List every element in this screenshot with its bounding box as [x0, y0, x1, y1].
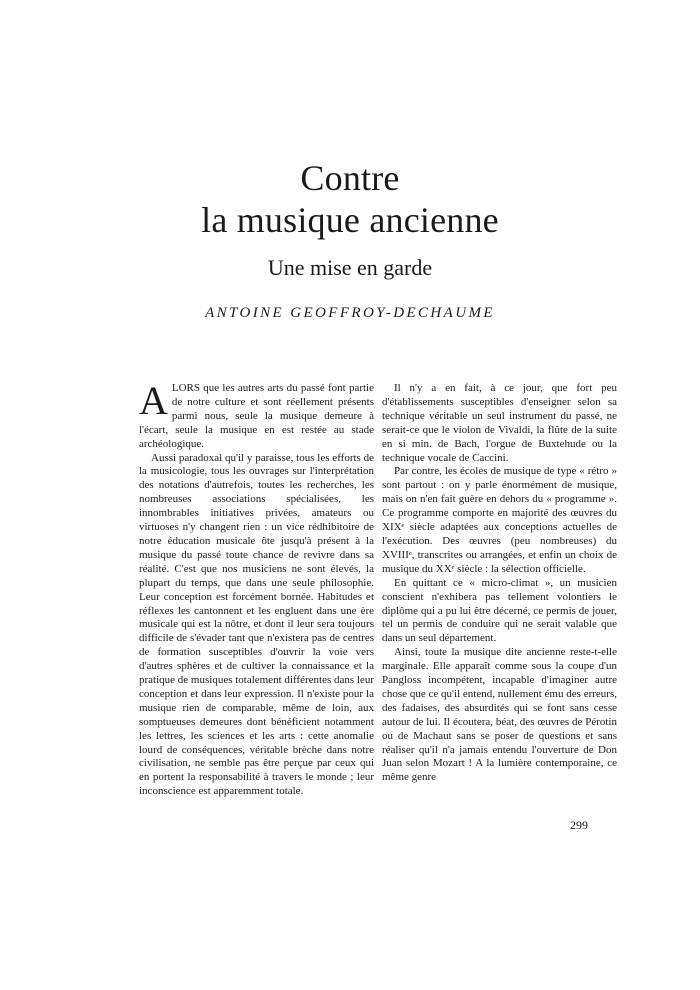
right-column	[382, 382, 617, 785]
left-column	[139, 378, 375, 799]
article-author: ANTOINE GEOFFROY-DECHAUME	[205, 305, 495, 321]
title-line-1: Contre	[300, 158, 400, 198]
paragraph-text: que les autres arts du passé font partie de notre culture et sont réellement présents parmi nous, seule la musique demeure à l'écart, seule la musique en est restée au stade archéologique.	[139, 382, 374, 450]
paragraph: Ainsi, toute la musique dite ancienne reste-t-elle marginale. Elle apparaît comme sous la coupe d'un Pangloss incompétent, incapable d'imaginer autre chose que ce qu'il entend, nullement ému des erreurs, des fadaises, des absurdités qui se font sans cesse autour de lui. Il écoutera, béat, des œuvres de Pérotin ou de Machaut sans se poser de questions et sans réaliser qu'il n'a jamais entendu l'ouverture de Don Juan selon Mozart ! A la lumière contemporaine, ce même genre	[382, 646, 617, 784]
title-line-2: la musique ancienne	[201, 200, 499, 240]
paragraph: Par contre, les écoles de musique de type « rétro » sont partout : on y parle énormément de musique, mais on n'en fait guère en dehors du « programme ». Ce programme comporte en majorité des œuvres du XIXᵉ siècle adaptées aux conceptions actuelles de l'exécution. Des œuvres (peu nombreuses) du XVIIIᵉ, transcrites ou arrangées, et enfin un choix de musique du XXᵉ siècle : la sélection officielle.	[382, 465, 617, 575]
article-subtitle: Une mise en garde	[267, 255, 433, 280]
first-word: LORS	[171, 382, 201, 394]
page-number: 299	[570, 818, 588, 832]
paragraph: Aussi paradoxal qu'il y paraisse, tous les efforts de la musicologie, tous les ouvrages sur l'interprétation des notations d'autrefois, toutes les recherches, les nombreuses associations spécialisées, les innombrables initiatives privées, amateurs ou virtuoses n'y changent rien : un vice rédhibitoire de notre éducation musicale ôte jusqu'à présent à la musique du passé toute chance de revivre dans sa réalité. C'est que nos musiciens ne sont élevés, la plupart du temps, que dans une seule philosophie. Leur conception est forcément bornée. Habitudes et réflexes les cantonnent et les engluent dans une ère musicale qui est la nôtre, et dont il leur sera toujours difficile de s'évader tant que n'existera pas de centres de formation susceptibles d'ouvrir la voie vers d'autres sphères et de cultiver la connaissance et la pratique de musiques totalement différentes dans leur conception et dans leur expression. Il n'existe pour la musique rien de comparable, même de loin, aux somptueuses demeures dont bénéficient notamment les lettres, les sciences et les arts : cette anomalie lourd de conséquences, véritable brèche dans notre civilisation, ne semble pas être perçue par ceux qui en portent la responsabilité à travers le monde ; leur inconscience est apparemment totale.	[139, 451, 375, 798]
drop-cap: A	[139, 378, 168, 423]
paragraph	[139, 378, 374, 452]
paragraph: Il n'y a en fait, à ce jour, que fort peu d'établissements susceptibles d'enseigner selon sa technique véritable un seul instrument du passé, ne serait-ce que le violon de Vivaldi, la flûte de la suite en si min. de Bach, l'orgue de Buxtehude ou la technique vocale de Caccini.	[382, 382, 617, 464]
paragraph: En quittant ce « micro-climat », un musicien conscient n'exhibera pas tellement volontiers le diplôme qui a pu lui être décerné, ce permis de jouer, tel un permis de conduire qui ne serait valable que dans un seul département.	[382, 576, 617, 645]
